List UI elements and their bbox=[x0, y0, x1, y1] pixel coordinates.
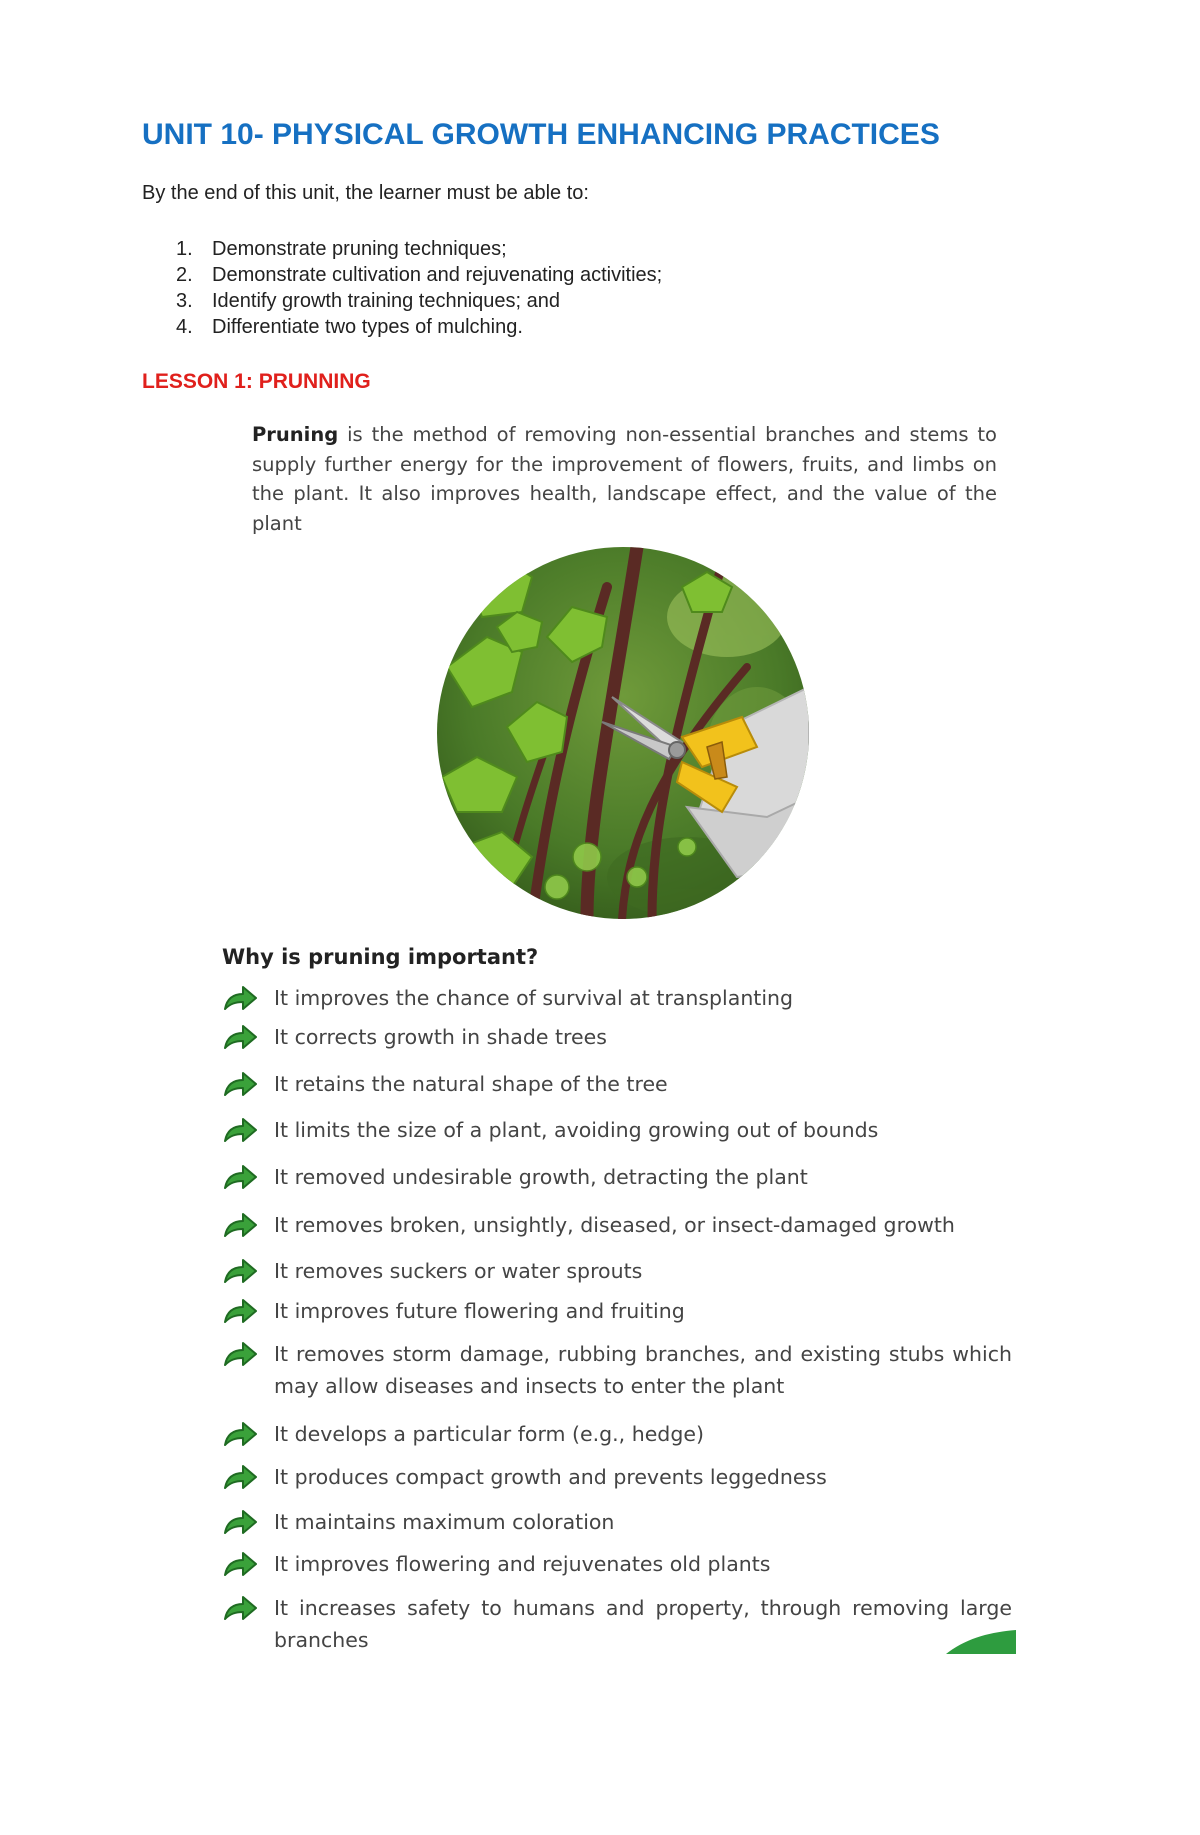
green-arrow-icon bbox=[222, 1420, 258, 1448]
objective-item bbox=[176, 288, 662, 314]
objective-number: 1. bbox=[176, 238, 193, 260]
definition-text: is the method of removing non-essential branches and stems to supply further energy for the improvement of flowers, fruits, and limbs on the plant. It also improves health, landscape effect, and the value of the plant bbox=[252, 423, 997, 535]
reason-text: It removes broken, unsightly, diseased, or insect-damaged growth bbox=[274, 1213, 955, 1237]
reason-text: It maintains maximum coloration bbox=[274, 1510, 615, 1534]
green-arrow-icon bbox=[222, 1257, 258, 1285]
objective-number: 3. bbox=[176, 290, 193, 312]
green-arrow-icon bbox=[222, 984, 258, 1012]
pruning-definition bbox=[252, 420, 997, 538]
green-arrow-icon bbox=[222, 1463, 258, 1491]
objective-text: Demonstrate pruning techniques; bbox=[212, 238, 507, 260]
objective-text: Demonstrate cultivation and rejuvenating activities; bbox=[212, 264, 663, 286]
pruning-photo bbox=[437, 547, 809, 919]
green-arrow-icon bbox=[222, 1594, 258, 1622]
green-arrow-icon bbox=[222, 1508, 258, 1536]
unit-title: UNIT 10- PHYSICAL GROWTH ENHANCING PRACTICES bbox=[142, 118, 940, 151]
green-arrow-icon bbox=[222, 1163, 258, 1191]
objective-text: Identify growth training techniques; and bbox=[212, 290, 560, 312]
intro-text: By the end of this unit, the learner must be able to: bbox=[142, 182, 589, 204]
lesson-title: LESSON 1: PRUNNING bbox=[142, 370, 371, 393]
green-arrow-icon bbox=[222, 1211, 258, 1239]
green-arrow-icon bbox=[222, 1340, 258, 1368]
reason-text: It increases safety to humans and property, through removing large branches bbox=[274, 1596, 1012, 1652]
green-arrow-icon bbox=[222, 1116, 258, 1144]
reason-text: It improves future flowering and fruiting bbox=[274, 1299, 685, 1323]
green-corner-decoration bbox=[946, 1630, 1016, 1654]
reason-text: It removes suckers or water sprouts bbox=[274, 1259, 643, 1283]
reason-text: It retains the natural shape of the tree bbox=[274, 1072, 668, 1096]
green-arrow-icon bbox=[222, 1297, 258, 1325]
reason-text: It develops a particular form (e.g., hedge) bbox=[274, 1422, 704, 1446]
green-arrow-icon bbox=[222, 1023, 258, 1051]
why-pruning-heading: Why is pruning important? bbox=[222, 945, 539, 969]
reason-text: It removes storm damage, rubbing branches, and existing stubs which may allow diseases and insects to enter the plant bbox=[274, 1342, 1012, 1398]
reason-text: It limits the size of a plant, avoiding growing out of bounds bbox=[274, 1118, 879, 1142]
reason-text: It produces compact growth and prevents leggedness bbox=[274, 1465, 827, 1489]
objectives-list bbox=[176, 236, 662, 340]
objective-item bbox=[176, 314, 662, 340]
reason-text: It improves the chance of survival at transplanting bbox=[274, 986, 794, 1010]
green-arrow-icon bbox=[222, 1550, 258, 1578]
objective-number: 2. bbox=[176, 264, 193, 286]
reason-text: It corrects growth in shade trees bbox=[274, 1025, 607, 1049]
objective-number: 4. bbox=[176, 316, 193, 338]
objective-text: Differentiate two types of mulching. bbox=[212, 316, 523, 338]
objective-item bbox=[176, 262, 662, 288]
reason-text: It improves flowering and rejuvenates old plants bbox=[274, 1552, 771, 1576]
green-arrow-icon bbox=[222, 1070, 258, 1098]
definition-term: Pruning bbox=[252, 423, 339, 446]
objective-item bbox=[176, 236, 662, 262]
reason-text: It removed undesirable growth, detracting the plant bbox=[274, 1165, 808, 1189]
